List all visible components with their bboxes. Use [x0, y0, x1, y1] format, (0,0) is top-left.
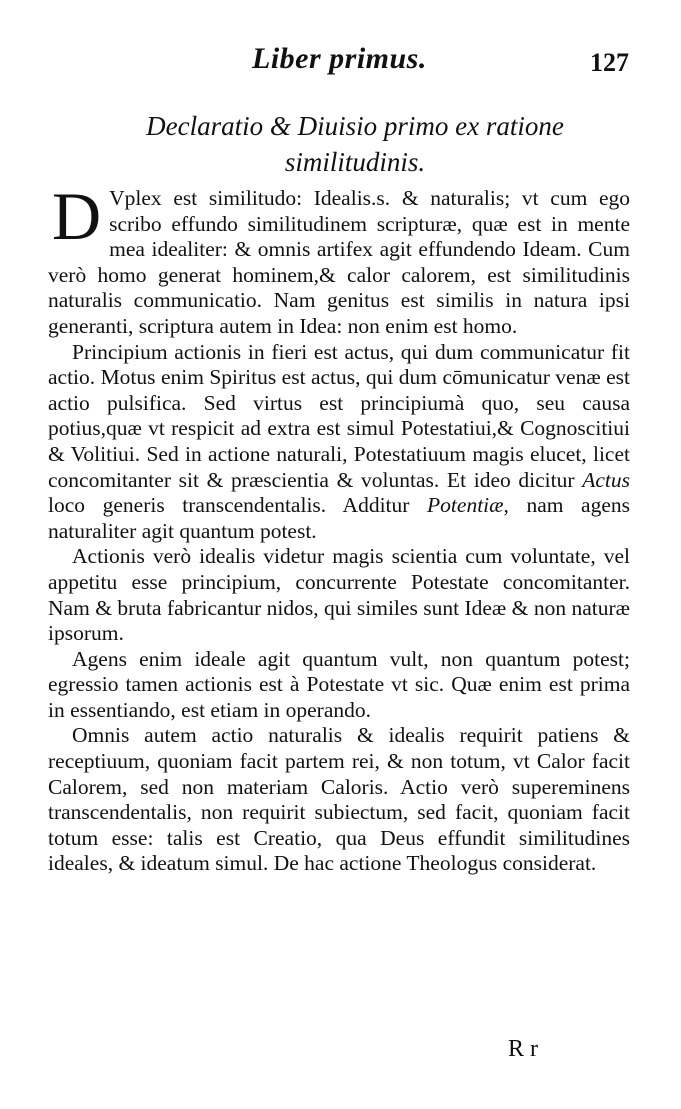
running-title: Liber primus. — [252, 42, 427, 75]
paragraph-4: Agens enim ideale agit quantum vult, non quantum potest; egressio tamen actionis est à Potestate vt sic. Quæ enim est prima in essentiando, est etiam in operando. — [48, 646, 630, 722]
paragraph-2-end: , nam agens naturaliter agit quantum potest. — [48, 493, 631, 543]
section-heading-line-1: Declaratio & Diuisio primo ex ratione — [146, 111, 564, 141]
section-heading-line-2: similitudinis. — [284, 147, 426, 177]
paragraph-5: Omnis autem actio naturalis & idealis requirit patiens & receptiuum, quoniam facit partem rei, & non totum, vt Calor facit Calorem, sed non materiam Caloris. Actio verò supereminens transcendentalis, non requirit subiectum, sed facit, quoniam facit totum esse: talis est Creatio, qua Deus effundit similitudines ideales, & ideatum simul. De hac actione Theologus considerat. — [48, 723, 630, 876]
body-text — [48, 178, 631, 877]
running-head — [0, 42, 681, 82]
catchword: Rr — [508, 1036, 544, 1062]
paragraph-2 — [48, 340, 630, 545]
drop-cap: D — [52, 178, 102, 254]
paragraph-2-mid: loco generis transcendentalis. Additur — [48, 493, 410, 518]
paragraph-3: Actionis verò idealis videtur magis scientia cum voluntate, vel appetitu esse principium, concurrente Potestate concomitanter. Nam & bruta fabricantur nidos, qui similes sunt Ideæ & non naturæ ipsorum. — [48, 544, 630, 646]
italic-term-potentiae: Potentiæ — [427, 493, 504, 518]
paragraph-2-text: Principium actionis in fieri est actus, qui dum communicatur fit actio. Motus enim Spiritus est actus, qui dum cōmunicatur venæ est actio pulsifica. Sed virtus est principiumà quo, seu causa potius,quæ vt respicit ad extra est simul Potestatiui,& Cognoscitiui & Volitiui. Sed in actione naturali, Potestatiuum magis elucet, licet concomitanter sit & præscientia & voluntas. Et ideo dicitur — [48, 339, 630, 492]
paragraph-1-text: Vplex est similitudo: Idealis.s. & naturalis; vt cum ego scribo effundo similitudinem scripturæ, quæ est in mente mea idealiter: & omnis artifex agit effundendo Ideam. Cum verò homo generat hominem,& calor calorem, est similitudinis naturalis communicatio. Nam genitus est similis in natura ipsi generanti, scriptura autem in Idea: non enim est homo. — [48, 186, 630, 338]
section-heading — [120, 108, 590, 180]
italic-term-actus: Actus — [582, 467, 630, 492]
paragraph-1 — [48, 178, 630, 340]
page-number: 127 — [590, 48, 629, 77]
